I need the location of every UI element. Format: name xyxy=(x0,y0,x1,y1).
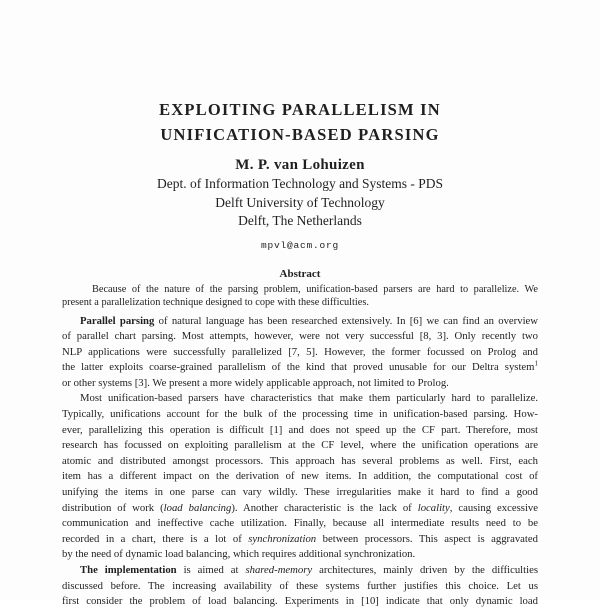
text-line: communication and ineffective cache utilization. Finally, because all intermediate results need to be xyxy=(62,517,538,530)
text-line: research has focussed on exploiting parallelism at the CF level, where the unification operations are xyxy=(62,439,538,452)
text-line: recorded in a chart, there is a lot of synchronization between processors. This aspect is aggravated xyxy=(62,532,538,545)
text-line: discussed before. The increasing availability of these systems further justifies this choice. Let us xyxy=(62,579,538,592)
abstract-text xyxy=(62,283,538,309)
text-line: by the need of dynamic load balancing, which requires additional synchronization. xyxy=(62,548,416,561)
text-line: NLP applications were successfully parallelized [7, 5]. However, the former focussed on Prolog and xyxy=(62,345,538,358)
affiliation-location: Delft, The Netherlands xyxy=(238,213,362,228)
text-line: the latter exploits coarse-grained parallelism of the kind that proved unusable for our Deltra system$^1$ xyxy=(62,359,538,374)
affiliation-university: Delft University of Technology xyxy=(215,194,385,210)
text-line: present a parallelization technique designed to cope with these difficulties. xyxy=(62,296,369,308)
text-line: Typically, unifications account for the bulk of the processing time in unification-based parsing. How- xyxy=(62,408,538,421)
abstract-heading: Abstract xyxy=(279,267,321,280)
page-content xyxy=(62,0,538,610)
author-email: mpvl@acm.org xyxy=(260,239,339,251)
text-line: ever, parallelizing this operation is difficult [1] and does not speed up the CF part. Therefore, most xyxy=(62,423,538,436)
affiliation-department: Dept. of Information Technology and Systems - PDS xyxy=(156,176,444,191)
text-line: Parallel parsing of natural language has been researched extensively. In [6] we can find an overview xyxy=(80,314,538,327)
paper-title-line-2: UNIFICATION-BASED PARSING xyxy=(160,125,440,144)
text-line: or other systems [3]. We present a more widely applicable approach, not limited to Prolog. xyxy=(62,376,449,389)
body-text xyxy=(62,314,538,610)
paper-title-line-1: EXPLOITING PARALLELISM IN xyxy=(159,100,441,119)
text-line: first consider the problem of load balancing. Experiments in [10] indicate that only dynamic load xyxy=(62,595,538,608)
text-line: distribution of work (load balancing). Another characteristic is the lack of locality, causing excessive xyxy=(62,501,538,514)
text-line: of parallel chart parsing. Most attempts, however, were not very successful [8, 3]. Only recently two xyxy=(62,330,538,343)
text-line: Most unification-based parsers have characteristics that make them particularly hard to parallelize. xyxy=(80,392,538,405)
text-line: The implementation is aimed at shared-memory architectures, mainly driven by the difficulties xyxy=(80,564,538,576)
text-line: item has a different impact on the derivation of new items. In addition, the computational cost of xyxy=(62,470,538,483)
text-line: atomic and distributed amongst processors. This approach has several problems as well. First, each xyxy=(62,454,538,467)
text-line: unifying the items in one parse can vary wildly. These irregularities make it hard to find a good xyxy=(62,486,538,499)
text-line: Because of the nature of the parsing problem, unification-based parsers are hard to parallelize. We xyxy=(92,283,538,295)
author-name: M. P. van Lohuizen xyxy=(235,157,365,173)
